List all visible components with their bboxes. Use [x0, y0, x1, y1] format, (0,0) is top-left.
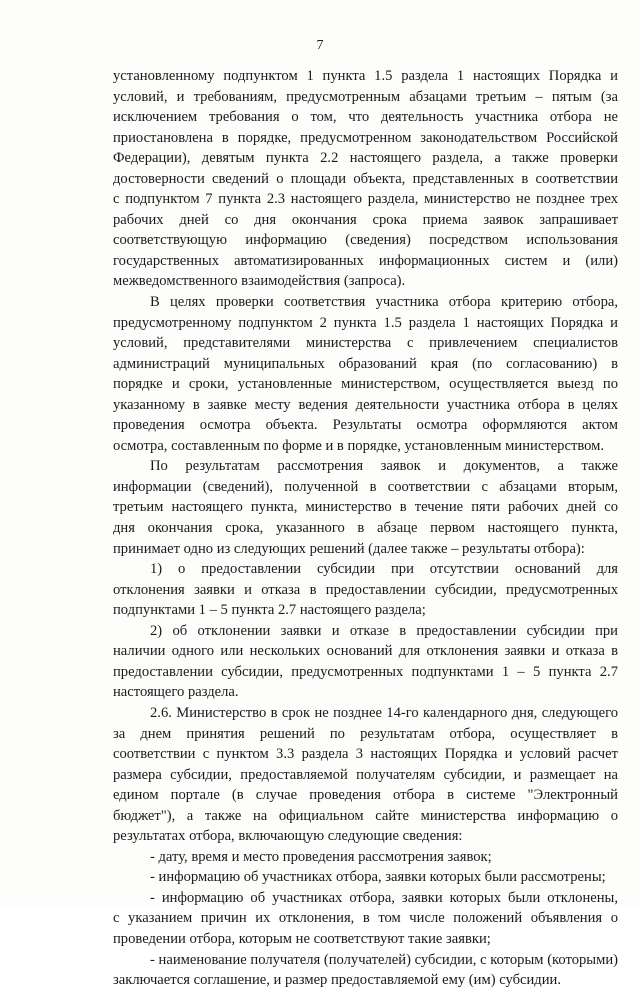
text-line: условий, и требованиям, предусмотренным абзацами третьим – пятым (за: [113, 88, 618, 105]
paragraph: [113, 66, 618, 292]
text-line: наличии одного или нескольких оснований для отклонения заявки и отказа в: [113, 643, 618, 660]
text-line: - дату, время и место проведения рассмотрения заявок;: [150, 848, 492, 865]
text-line: По результатам рассмотрения заявок и документов, а также: [150, 458, 618, 475]
text-line: проведении отбора, которым не соответствуют такие заявки;: [113, 930, 491, 947]
text-line: рабочих дней со дня окончания срока приема заявок запрашивает: [113, 211, 618, 228]
text-line: бюджет"), а также на официальном сайте министерства информацию о: [113, 807, 618, 824]
text-line: исключением требования о том, что деятельность участника отбора не: [113, 109, 618, 126]
paragraph: [113, 703, 618, 847]
paragraph: [113, 950, 618, 991]
text-line: принимает одно из следующих решений (далее также – результаты отбора):: [113, 540, 585, 557]
text-line: - информацию об участниках отбора, заявки которых были рассмотрены;: [150, 869, 606, 886]
text-line: предоставлении субсидии, предусмотренных подпунктами 1 – 5 пункта 2.7: [113, 663, 618, 680]
text-line: размера субсидии, предоставляемой получателям субсидии, и размещает на: [113, 766, 618, 783]
text-line: осмотра, составленным по форме и в порядке, установленным министерством.: [113, 437, 605, 454]
text-line: Федерации), девятым пункта 2.2 настоящего раздела, а также проверки: [113, 150, 618, 167]
text-line: приостановлена в порядке, предусмотренном законодательством Российской: [113, 129, 618, 146]
paragraph: [113, 559, 618, 621]
text-line: достоверности сведений о площади объекта, представленных в соответствии: [113, 170, 618, 187]
text-line: В целях проверки соответствия участника отбора критерию отбора,: [150, 294, 618, 311]
text-line: условий, представителями министерства с привлечением специалистов: [113, 335, 618, 352]
text-line: заключается соглашение, и размер предоставляемой ему (им) субсидии.: [113, 972, 562, 989]
text-line: за днем принятия решений по результатам отбора, осуществляет в: [113, 725, 618, 742]
text-line: государственных автоматизированных информационных систем и (или): [113, 252, 618, 269]
paragraph: [113, 292, 618, 456]
text-line: предусмотренному подпунктом 2 пункта 1.5 раздела 1 настоящих Порядка и: [113, 314, 618, 331]
text-line: установленному подпунктом 1 пункта 1.5 раздела 1 настоящих Порядка и: [113, 68, 618, 84]
text-line: указанному в заявке месту ведения деятельности участника отбора в целях: [113, 396, 618, 413]
text-line: проведения осмотра объекта. Результаты осмотра оформляются актом: [113, 417, 618, 434]
paragraph: [113, 456, 618, 559]
text-line: информации (сведений), полученной в соответствии с абзацами вторым,: [113, 478, 618, 495]
text-line: настоящего раздела.: [113, 684, 239, 701]
text-line: с подпунктом 7 пункта 2.3 настоящего раздела, министерство не позднее трех: [113, 191, 618, 208]
paragraph: [113, 847, 618, 868]
text-line: соответствующую информацию (сведения) посредством использования: [113, 232, 618, 249]
text-line: дня окончания срока, указанного в абзаце первом настоящего пункта,: [113, 520, 618, 537]
text-line: - информацию об участниках отбора, заявки которых были отклонены,: [150, 889, 618, 906]
text-line: межведомственного взаимодействия (запроса).: [113, 273, 406, 290]
paragraph: [113, 867, 618, 888]
text-line: результатах отбора, включающую следующие сведения:: [113, 828, 463, 845]
document-body: [113, 66, 618, 991]
text-line: 2) об отклонении заявки и отказе в предоставлении субсидии при: [150, 622, 618, 639]
text-line: отклонения заявки и отказа в предоставлении субсидии, предусмотренных: [113, 581, 618, 598]
page-number: 7: [316, 38, 324, 53]
text-line: едином портале (в случае проведения отбора в системе "Электронный: [113, 787, 618, 804]
text-line: администраций муниципальных образований края (по согласованию) в: [113, 355, 618, 372]
text-line: - наименование получателя (получателей) субсидии, с которым (которыми): [150, 951, 618, 968]
text-line: 1) о предоставлении субсидии при отсутствии оснований для: [150, 561, 618, 578]
text-line: с указанием причин их отклонения, в том числе положений объявления о: [113, 910, 618, 927]
paragraph: [113, 621, 618, 703]
text-line: третьим настоящего пункта, министерство в течение пяти рабочих дней со: [113, 499, 618, 516]
text-line: 2.6. Министерство в срок не позднее 14-го календарного дня, следующего: [150, 704, 618, 721]
text-line: порядке и сроки, установленные министерством, осуществляется выезд по: [113, 376, 618, 393]
text-line: подпунктами 1 – 5 пункта 2.7 настоящего раздела;: [113, 602, 426, 619]
text-line: соответствии с пунктом 3.3 раздела 3 настоящих Порядка и условий расчет: [113, 746, 618, 763]
paragraph: [113, 888, 618, 950]
